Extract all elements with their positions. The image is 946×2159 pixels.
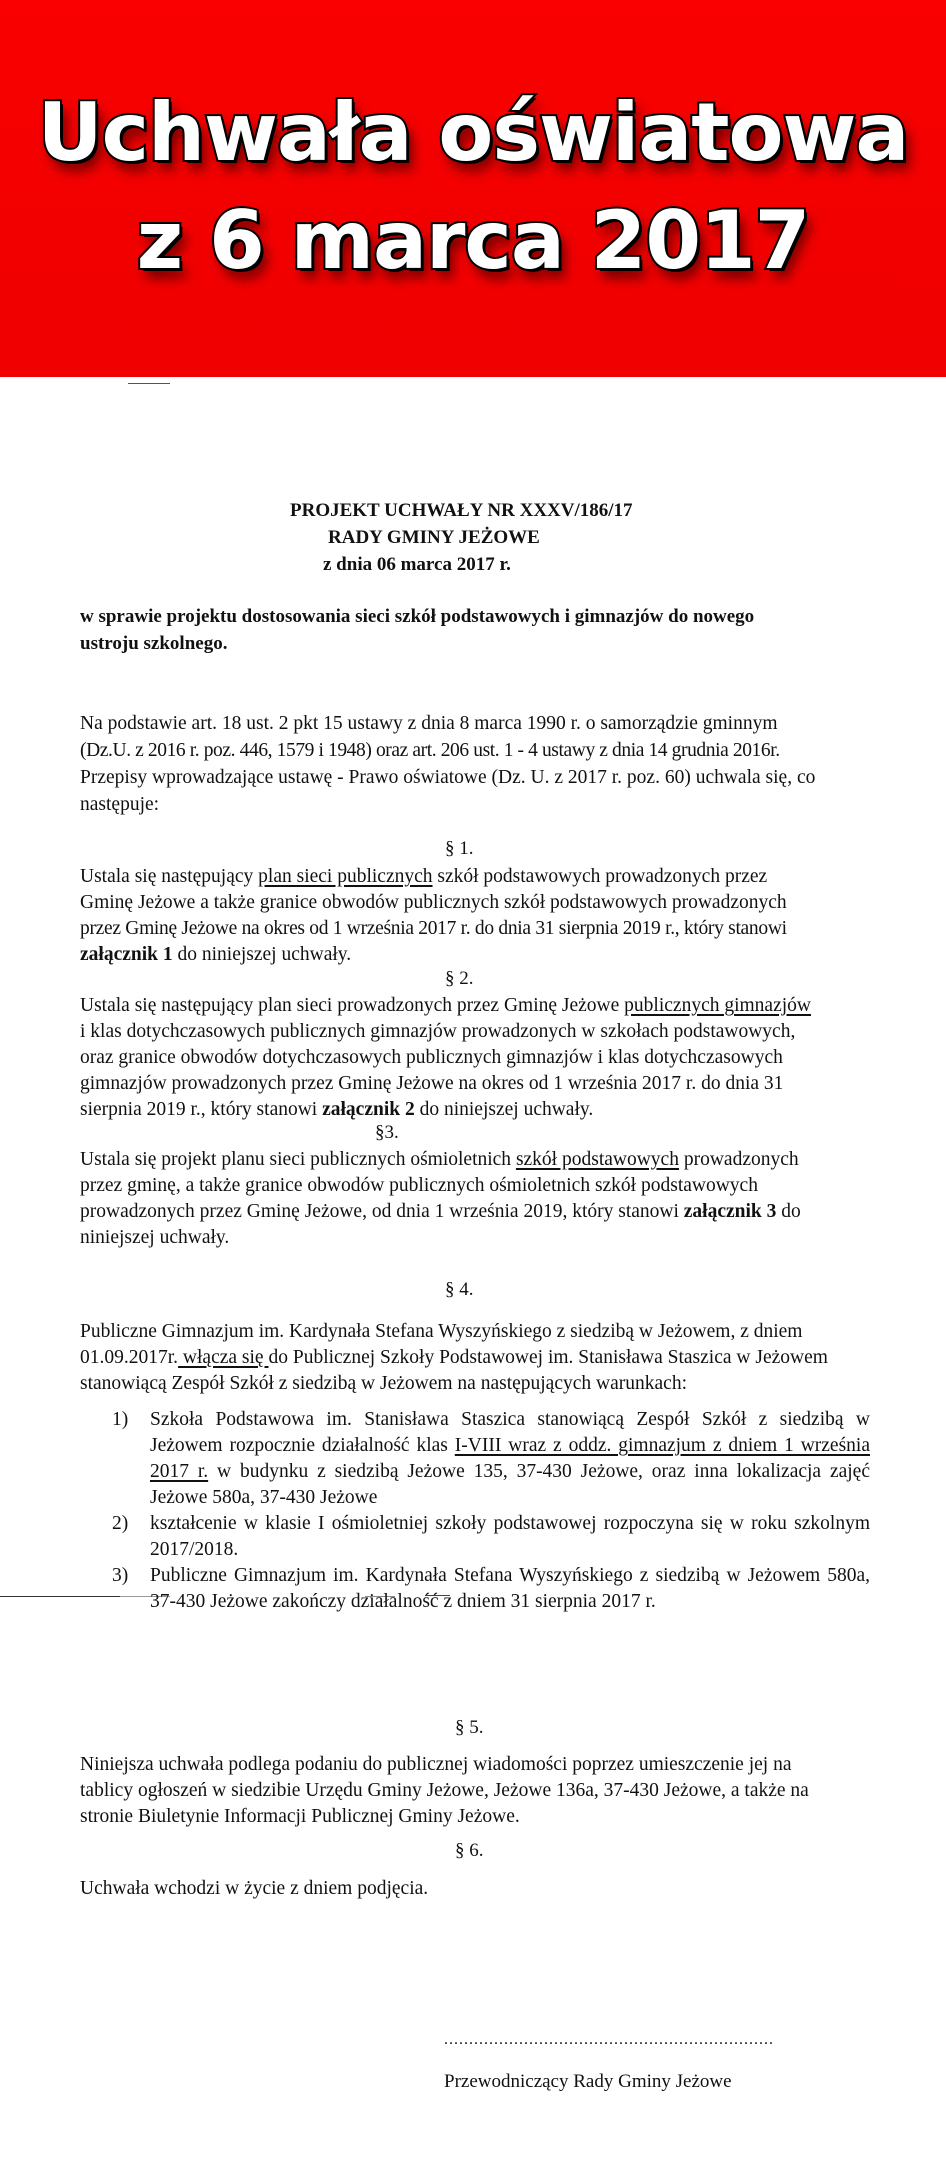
attachment-2-ref: załącznik 2 — [322, 1099, 415, 1120]
section-6-line-1: Uchwała wchodzi w życie z dniem podjęcia. — [80, 1878, 429, 1899]
section-4-line-1: Publiczne Gimnazjum im. Kardynała Stefana Wyszyńskiego z siedzibą w Jeżowem, z dniem — [80, 1321, 803, 1342]
section-3-text: prowadzonych przez Gminę Jeżowe, od dnia 1 września 2019, który stanowi — [80, 1201, 684, 1222]
banner-title-line-2: z 6 marca 2017 — [136, 194, 810, 287]
subject-line-2: ustroju szkolnego. — [80, 633, 228, 654]
list-item — [112, 1511, 870, 1563]
preamble-line-4: następuje: — [80, 794, 160, 815]
section-1-line-4 — [80, 941, 351, 968]
document-title: PROJEKT UCHWAŁY NR XXXV/186/17 — [290, 500, 633, 521]
attachment-1-ref: załącznik 1 — [80, 944, 173, 965]
list-item-text: Szkoła Podstawowa im. Stanisława Staszica stanowiącą Zespół Szkół z siedzibą w Jeżowem rozpocznie działalność klas — [150, 1409, 870, 1456]
scan-artifact — [128, 383, 170, 384]
section-4-underlined: włącza się — [178, 1347, 269, 1368]
section-2-line-4: gimnazjów prowadzonych przez Gminę Jeżowe na okres od 1 września 2017 r. do dnia 31 — [80, 1073, 784, 1094]
title-banner — [0, 0, 946, 377]
section-1-line-1 — [80, 863, 767, 890]
document-date: z dnia 06 marca 2017 r. — [323, 554, 511, 575]
section-1-line-2: Gminę Jeżowe a także granice obwodów publicznych szkół podstawowych prowadzonych — [80, 892, 787, 913]
section-3-text: Ustala się projekt planu sieci publicznych ośmioletnich — [80, 1149, 516, 1170]
section-1-text: do niniejszej uchwały. — [172, 944, 352, 965]
section-3-text: do — [776, 1201, 801, 1222]
section-4-text: 01.09.2017r. — [80, 1347, 179, 1368]
section-4-conditions-list — [112, 1407, 870, 1615]
list-item — [112, 1563, 870, 1615]
section-3-line-1 — [80, 1146, 799, 1173]
document-issuer: RADY GMINY JEŻOWE — [328, 527, 540, 548]
section-2-text: sierpnia 2019 r., który stanowi — [80, 1099, 323, 1120]
signature-line: .................................................................. — [444, 2031, 774, 2048]
section-2-underlined: publicznych gimnazjów — [624, 995, 811, 1016]
section-2-text: do niniejszej uchwały. — [414, 1099, 594, 1120]
list-item-number: 3) — [112, 1565, 129, 1586]
list-item-text: Publiczne Gimnazjum im. Kardynała Stefana Wyszyńskiego z siedzibą w Jeżowem 580a, 37-430 Jeżowe zakończy działalność z dniem 31 sierpnia 2017 r. — [150, 1565, 870, 1612]
section-3-text: prowadzonych — [678, 1149, 799, 1170]
list-item-number: 1) — [112, 1409, 129, 1430]
preamble-line-1: Na podstawie art. 18 ust. 2 pkt 15 ustawy z dnia 8 marca 1990 r. o samorządzie gminnym — [80, 713, 778, 734]
section-3-line-3 — [80, 1198, 801, 1225]
section-4-heading: § 4. — [445, 1279, 474, 1300]
section-3-line-4: niniejszej uchwały. — [80, 1227, 230, 1248]
section-2-line-3: oraz granice obwodów dotychczasowych publicznych gimnazjów i klas dotychczasowych — [80, 1047, 783, 1068]
section-4-line-2 — [80, 1344, 828, 1371]
section-2-text: Ustala się następujący plan sieci prowadzonych przez Gminę Jeżowe — [80, 995, 625, 1016]
preamble-line-3: Przepisy wprowadzające ustawę - Prawo oświatowe (Dz. U. z 2017 r. poz. 60) uchwala się, co — [80, 767, 816, 788]
list-item-text: kształcenie w klasie I ośmioletniej szkoły podstawowej rozpoczyna się w roku szkolnym 2017/2018. — [150, 1513, 870, 1560]
section-1-text: Ustala się następujący — [80, 866, 259, 887]
list-item-underlined: I-VIII wraz z oddz. gimnazjum z dniem 1 września 2017 r. — [150, 1435, 870, 1482]
list-item — [112, 1407, 870, 1511]
subject-line-1: w sprawie projektu dostosowania sieci szkół podstawowych i gimnazjów do nowego — [80, 606, 755, 627]
preamble-line-2: (Dz.U. z 2016 r. poz. 446, 1579 i 1948) oraz art. 206 ust. 1 - 4 ustawy z dnia 14 grudnia 2016r. — [80, 740, 780, 761]
section-1-heading: § 1. — [445, 838, 474, 859]
section-2-line-5 — [80, 1096, 593, 1123]
section-5-line-1: Niniejsza uchwała podlega podaniu do publicznej wiadomości poprzez umieszczenie jej na — [80, 1754, 792, 1775]
attachment-3-ref: załącznik 3 — [683, 1201, 777, 1222]
section-1-line-3: przez Gminę Jeżowe na okres od 1 września 2017 r. do dnia 31 sierpnia 2019 r., który stanowi — [80, 918, 787, 939]
scanned-resolution-document — [0, 377, 946, 2159]
section-2-line-2: i klas dotychczasowych publicznych gimnazjów prowadzonych w szkołach podstawowych, — [80, 1021, 796, 1042]
list-item-number: 2) — [112, 1513, 129, 1534]
signature-label: Przewodniczący Rady Gminy Jeżowe — [444, 2071, 732, 2092]
section-3-line-2: przez gminę, a także granice obwodów publicznych ośmioletnich szkół podstawowych — [80, 1175, 758, 1196]
list-item-text: w budynku z siedzibą Jeżowe 135, 37-430 Jeżowe, oraz inna lokalizacja zajęć Jeżowe 580a, 37-430 Jeżowe — [150, 1461, 870, 1508]
banner-title-line-1: Uchwała oświatowa — [37, 86, 909, 179]
section-4-text: do Publicznej Szkoły Podstawowej im. Stanisława Staszica w Jeżowem — [268, 1347, 828, 1368]
section-2-heading: § 2. — [445, 968, 474, 989]
section-3-heading: §3. — [375, 1122, 399, 1143]
section-6-heading: § 6. — [455, 1840, 484, 1861]
section-1-underlined: plan sieci publicznych — [258, 866, 433, 887]
section-5-line-2: tablicy ogłoszeń w siedzibie Urzędu Gminy Jeżowe, Jeżowe 136a, 37-430 Jeżowe, a także na — [80, 1780, 809, 1801]
section-2-line-1 — [80, 992, 811, 1019]
section-5-heading: § 5. — [455, 1717, 484, 1738]
section-1-text: szkół podstawowych prowadzonych przez — [432, 866, 768, 887]
section-4-line-3: stanowiącą Zespół Szkół z siedzibą w Jeżowem na następujących warunkach: — [80, 1373, 687, 1394]
section-3-underlined: szkół podstawowych — [515, 1149, 679, 1170]
section-5-line-3: stronie Biuletynie Informacji Publicznej Gminy Jeżowe. — [80, 1806, 520, 1827]
scan-artifact — [0, 1596, 120, 1597]
